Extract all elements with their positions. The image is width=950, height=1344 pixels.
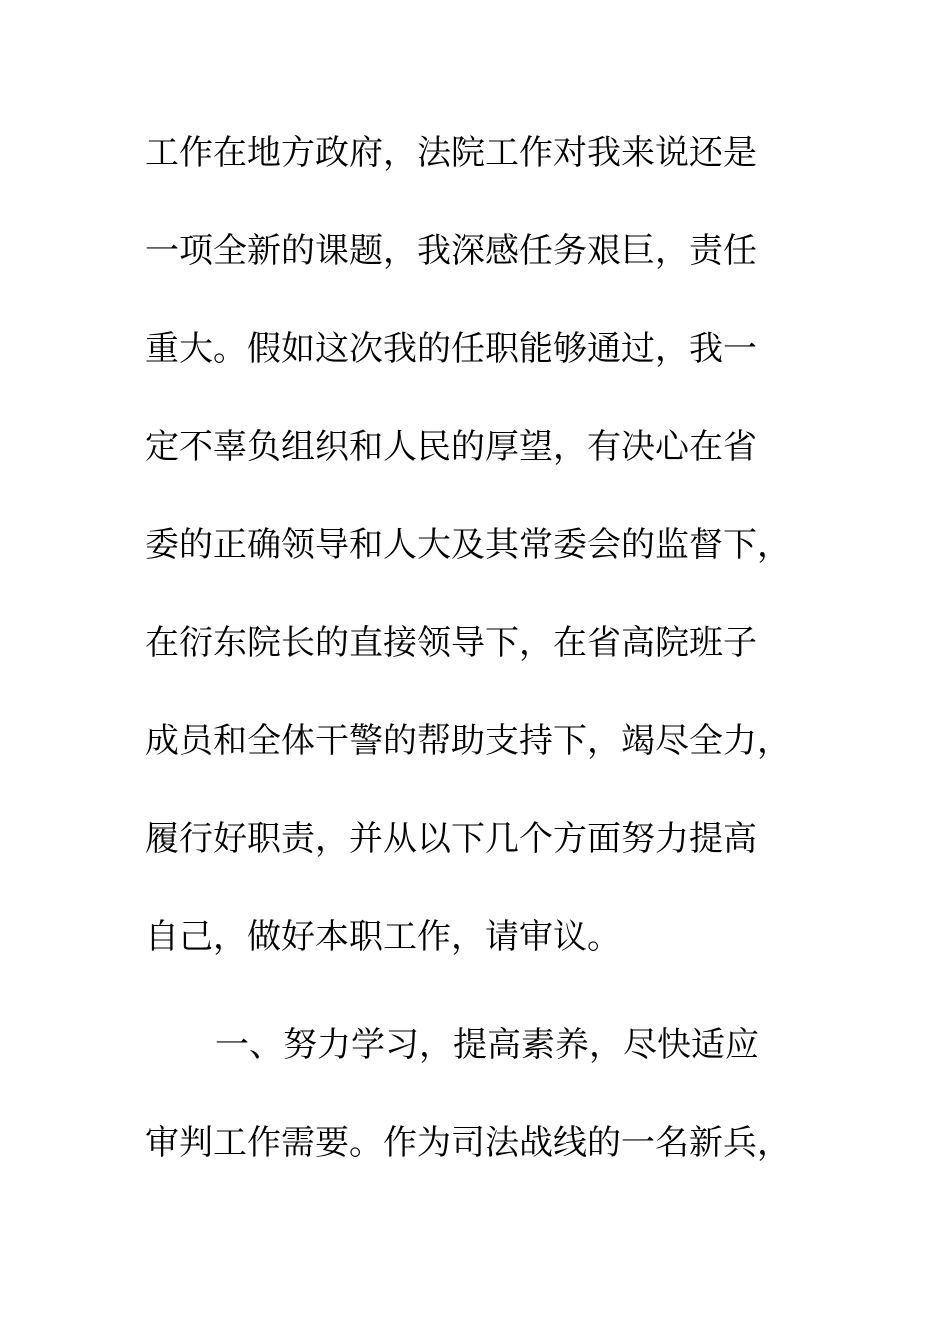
text-line: 重大。假如这次我的任职能够通过，我一 (145, 329, 757, 369)
text-line: 在衍东院长的直接领导下，在省高院班子 (145, 623, 757, 663)
text-line: 一项全新的课题，我深感任务艰巨，责任 (145, 231, 757, 271)
section-heading-line: 一、努力学习，提高素养，尽快适应 (215, 1025, 759, 1065)
text-line: 履行好职责，并从以下几个方面努力提高 (145, 819, 757, 859)
text-line: 成员和全体干警的帮助支持下，竭尽全力， (145, 721, 791, 761)
text-line: 委的正确领导和人大及其常委会的监督下， (145, 525, 791, 565)
text-line: 工作在地方政府，法院工作对我来说还是 (145, 133, 757, 173)
text-line: 定不辜负组织和人民的厚望，有决心在省 (145, 427, 757, 467)
text-line: 自己，做好本职工作，请审议。 (145, 917, 621, 957)
text-line: 审判工作需要。作为司法战线的一名新兵， (145, 1123, 791, 1163)
